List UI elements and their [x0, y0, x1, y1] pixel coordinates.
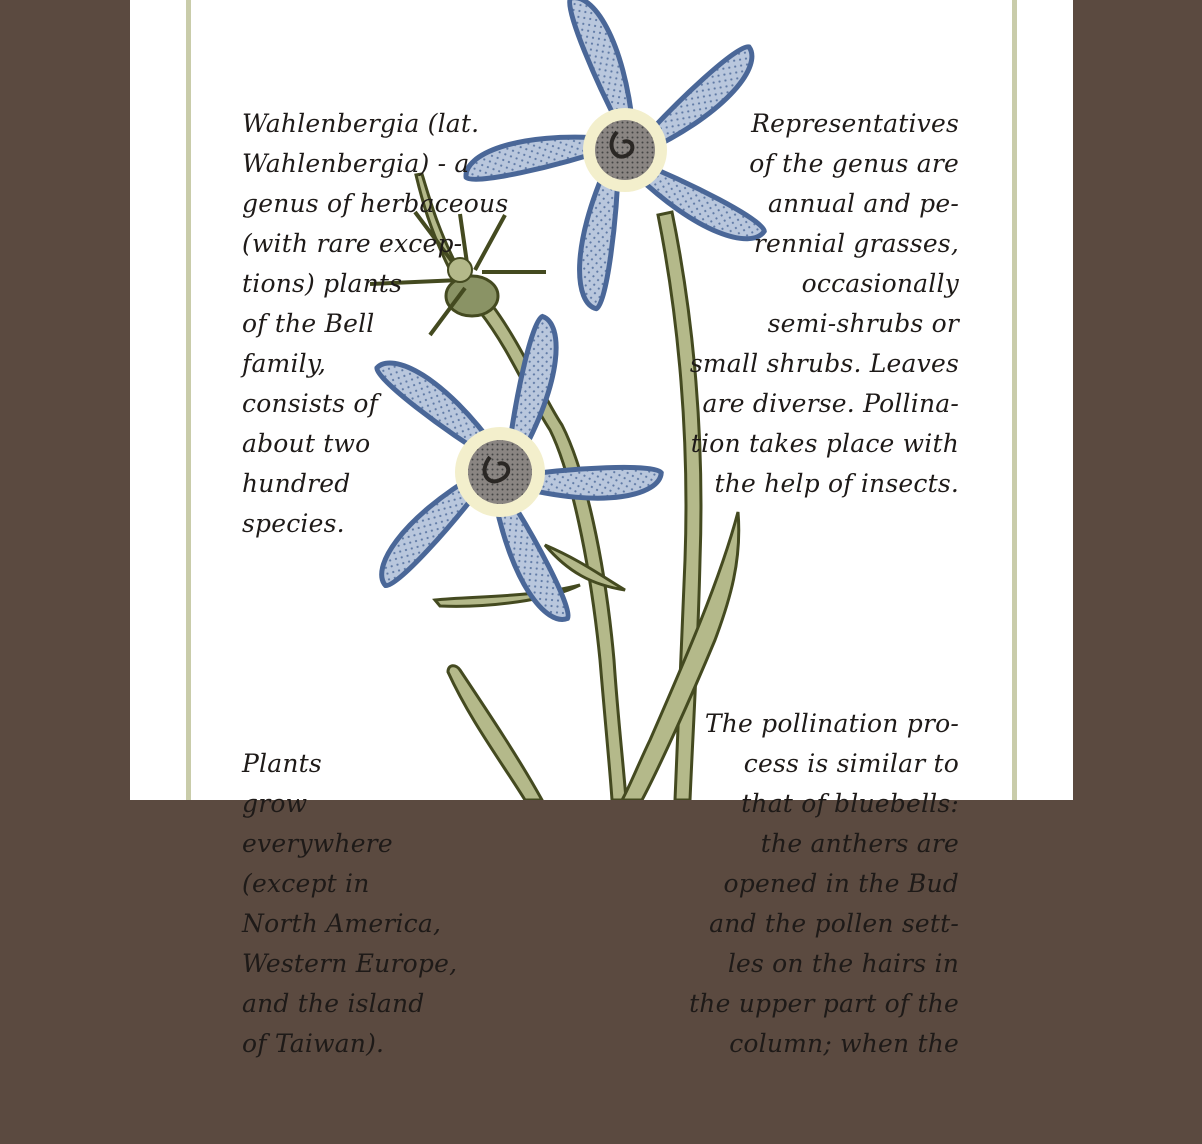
right-paragraph-1: Representatives of the genus are annual and pe- rennial grasses, occasionally semi-shrubs or small shrubs. Leaves are diverse. Pollina- tion takes place with the help of insects.	[689, 109, 959, 498]
left-paragraph-2: Plants grow everywhere (except in North America, Western Europe, and the island of Taiwan).	[242, 749, 458, 1058]
left-text-column	[242, 24, 508, 1144]
poster-page	[130, 0, 1073, 1058]
left-paragraph-1: Wahlenbergia (lat. Wahlenbergia) - a genus of herbaceous (with rare excep- tions) plants of the Bell family, consists of about two hundred species.	[242, 109, 509, 538]
right-paragraph-2: The pollination pro- cess is similar to that of bluebells: the anthers are opened in the Bud and the pollen sett- les on the hairs in the upper part of the column; when the	[689, 709, 959, 1058]
right-text-column	[689, 24, 959, 1144]
